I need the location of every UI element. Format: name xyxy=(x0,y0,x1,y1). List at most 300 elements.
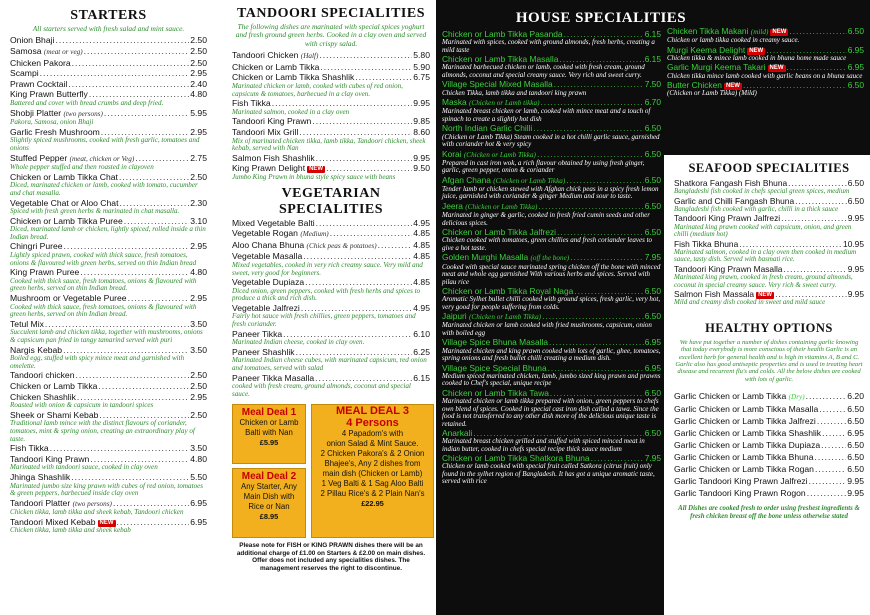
menu-item-name: Nargis Kebab xyxy=(10,344,63,355)
menu-item-price: 6.50 xyxy=(644,311,661,322)
menu-item-name: Golden Murghi Masalla xyxy=(442,252,529,263)
dot-leader xyxy=(814,452,846,463)
menu-item-name: Fish Tikka xyxy=(232,98,271,109)
meal-deal-2-title: Meal Deal 2 xyxy=(241,471,297,483)
menu-item-price: 6.25 xyxy=(413,346,430,357)
menu-item-name: Paneer Tikka xyxy=(232,328,283,339)
menu-item xyxy=(442,338,661,362)
meal-deal-3-line: 1 Veg Balti & 1 Sag Aloo Balti xyxy=(321,479,424,489)
menu-item xyxy=(10,47,207,58)
dot-leader xyxy=(806,391,847,402)
meal-deal-1 xyxy=(232,404,306,464)
menu-item-desc: Marinated Indian cheese cubes, with marinated capsicum, red onion and tomatoes, served with salad xyxy=(232,356,427,373)
dot-leader xyxy=(135,154,189,164)
new-badge: NEW xyxy=(769,65,784,72)
seafood-healthy-box xyxy=(664,155,870,615)
menu-item-price: 6.15 xyxy=(644,29,661,39)
menu-item-name-wrap xyxy=(674,476,808,487)
menu-item-name: Garlic Chicken or Lamb Tikka Bhuna xyxy=(674,452,814,463)
menu-item-name: Samosa xyxy=(10,46,42,56)
menu-item-price: 9.95 xyxy=(847,213,864,224)
menu-item-desc: Marinated king prawn cooked with capsicum, onion, and green chilli (medium hot) xyxy=(674,222,852,239)
menu-item-price: 6.95 xyxy=(847,428,864,439)
menu-item-price: 4.85 xyxy=(413,228,430,239)
menu-item xyxy=(10,411,207,443)
menu-item-desc: Lightly spiced prawn, cooked with thick sauce, fresh tomatoes, onions & flavoured with green herbs, served on thin Indian bread xyxy=(10,251,197,267)
menu-item-name: Tandoori King Prawn Masalla xyxy=(674,263,783,274)
menu-item-desc: Chicken Tikka, lamb tikka and tandoori king prawn xyxy=(442,88,587,97)
menu-item-name-wrap xyxy=(232,229,329,240)
seafood-list xyxy=(674,179,864,307)
menu-item-name: Village Special Mixed Masalla xyxy=(442,79,553,90)
menu-item-name: Tandoori Mixed Kebab xyxy=(10,516,96,527)
menu-item-price: 2.95 xyxy=(190,293,207,304)
menu-item xyxy=(667,27,864,45)
menu-item-name: Aloo Chana Bhuna xyxy=(232,239,305,250)
menu-item-name: Garlic Chicken or Lamb Tikka Jalfrezi xyxy=(674,416,816,427)
menu-item-name-wrap xyxy=(674,428,821,439)
menu-item-price: 5.50 xyxy=(190,471,207,482)
menu-item-price: 6.50 xyxy=(644,174,661,185)
dot-leader xyxy=(822,428,846,439)
new-badge: NEW xyxy=(758,292,773,299)
menu-item-name: Salmon Fish Shashlik xyxy=(232,152,315,163)
menu-item-name: Garlic Tandoori King Prawn Jalfrezi xyxy=(674,476,808,487)
menu-item-desc: Marinated Indian cheese, cooked in clay oven. xyxy=(232,338,365,347)
menu-item-name: Jaipuri xyxy=(442,311,467,322)
menu-item-desc: Marinated chicken or lamb tikka prepared with onion, green peppers to chefs own blend of spices. Cooked in special cast iron dish called a tawa. Since the food is not transferred to any other dish more of the delicious unique taste is retained. xyxy=(442,397,659,428)
menu-item-row xyxy=(674,488,864,499)
menu-item-price: 6.50 xyxy=(644,123,661,134)
menu-item-desc: Marinated chicken and king prawn cooked with lots of garlic, ghee, tomatoes, spring onions and fresh bullet chilli creating a medium dish. xyxy=(442,346,661,363)
menu-item-name-wrap xyxy=(10,371,75,381)
menu-item xyxy=(674,488,864,499)
menu-item-row xyxy=(674,416,864,427)
menu-item-note: (two persons) xyxy=(63,109,103,118)
menu-item-row xyxy=(674,464,864,475)
menu-item-note: (Half) xyxy=(300,52,319,61)
menu-item xyxy=(442,30,661,54)
menu-item-price: 6.50 xyxy=(644,387,661,398)
meal-deal-3-line: Bhajee's, Any 2 dishes from xyxy=(324,459,421,469)
starters-intro: All starters served with fresh salad and mint sauce. xyxy=(32,24,185,33)
meal-deal-3-title: MEAL DEAL 3 xyxy=(336,405,409,418)
menu-item-row xyxy=(232,63,430,73)
menu-item xyxy=(10,173,207,198)
menu-item-price: 2.50 xyxy=(190,409,207,420)
menu-item-name: Maska xyxy=(442,97,467,108)
dot-leader xyxy=(55,36,189,46)
menu-item xyxy=(10,371,207,381)
menu-item-name-wrap xyxy=(674,440,820,451)
menu-item xyxy=(10,444,207,454)
deals-note: Please note for FISH or KING PRAWN dishes there will be an additional charge of £1.00 on Starters & £2.00 on main dishes. Offer does not included any specialities dishes. The management reserves the right to discontinue. xyxy=(236,542,426,572)
menu-item-price: 6.50 xyxy=(644,428,661,439)
menu-item-name: Sheek or Shami Kebab xyxy=(10,409,99,420)
menu-item-row xyxy=(10,80,207,90)
healthy-footer: All Dishes are cooked fresh to order using freshest ingredients & fresh chicken breast off the bone unless otherwise stated xyxy=(678,505,860,521)
menu-item-desc: Spiced with fresh green herbs & marinated in chat masalla. xyxy=(10,207,180,216)
meal-deal-3-line: onion Salad & Mint Sauce. xyxy=(326,439,419,449)
menu-item xyxy=(10,242,207,267)
menu-item-note: (Chicken or Lamb Tikka) xyxy=(493,176,566,185)
menu-item xyxy=(10,346,207,371)
meal-deal-3 xyxy=(311,404,434,538)
menu-item xyxy=(442,253,661,286)
menu-item-row xyxy=(10,47,207,58)
menu-item xyxy=(232,374,430,399)
menu-item-desc: Bangladeshi fish cooked with garlic, chilli in a thick sauce xyxy=(674,204,839,213)
menu-item-price: 9.95 xyxy=(847,476,864,487)
menu-item-price: 2.50 xyxy=(190,57,207,68)
menu-item-price: 5.80 xyxy=(413,50,430,61)
menu-item-price: 4.85 xyxy=(413,251,430,262)
menu-item-desc: Traditional lamb mince with the distinct flavours of coriander, tomatoes, mint & spring onion, creating an extraordinary play of taste. xyxy=(10,419,195,443)
menu-item-desc: Chicken tikka & mince lamb cooked in bhuna home made sauce xyxy=(667,53,847,62)
menu-item xyxy=(674,464,864,475)
menu-item xyxy=(232,229,430,240)
menu-item-name-wrap xyxy=(232,117,311,127)
menu-item-name: Paneer Tikka Masalla xyxy=(232,372,315,383)
menu-item xyxy=(442,80,661,97)
menu-item-desc: Chicken or lamb tikka cooked in creamy sauce. xyxy=(667,36,800,45)
menu-item-price: 6.15 xyxy=(644,54,661,65)
menu-item-row xyxy=(674,428,864,439)
dot-leader xyxy=(330,229,413,239)
menu-item xyxy=(232,304,430,329)
menu-item-name: Chicken Tikka Makani xyxy=(667,26,749,36)
menu-item-price: 6.95 xyxy=(847,44,864,55)
menu-item-desc: Marinated with tandoori sauce, cooked in clay oven xyxy=(10,463,158,472)
menu-item-name-wrap xyxy=(10,36,54,46)
menu-item-desc: Chicken tikka, lamb tikka and sheek kebab xyxy=(10,526,131,535)
menu-item xyxy=(232,252,430,277)
menu-item-price: 3.50 xyxy=(190,443,207,454)
menu-item-name: Garlic Chicken or Lamb Tikka Shashlik xyxy=(674,428,822,439)
dot-leader xyxy=(821,440,846,451)
menu-item-name: Chicken or Lamb Tikka xyxy=(232,61,320,72)
menu-item-price: 2.40 xyxy=(190,78,207,89)
menu-item-name-wrap xyxy=(10,80,67,90)
menu-item-name: Village Spice Bhuna Masalla xyxy=(442,337,548,348)
menu-item-desc: Battered and cover with bread crumbs and deep fried. xyxy=(10,98,164,107)
menu-item-price: 6.75 xyxy=(413,72,430,83)
menu-item xyxy=(232,278,430,303)
menu-item-price: 6.70 xyxy=(644,97,661,108)
dot-leader xyxy=(113,499,189,509)
dot-leader xyxy=(104,109,189,119)
menu-item-desc: Cooked with thick sauce, fresh tomatoes, onions & flavoured with green herbs, served on thin Indian bread. xyxy=(10,276,197,293)
menu-item-price: 7.50 xyxy=(644,79,661,90)
house-list-right xyxy=(664,27,870,99)
menu-item-name: Chicken or Lamb Tikka Pasanda xyxy=(442,29,563,39)
dot-leader xyxy=(807,488,847,499)
menu-item-name: Salmon Fish Massala xyxy=(674,289,755,300)
menu-item-desc: Chicken or lamb cooked with special fruit called Satkora (citrus fruit) only found in the sylhet region of Bangladesh. It has got a unique aromatic taste, served with rice xyxy=(442,462,655,486)
menu-item-name: Garlic and Chilli Fangash Bhuna xyxy=(674,195,795,206)
menu-item-name-wrap xyxy=(10,382,97,392)
menu-item xyxy=(674,452,864,463)
menu-item-price: 4.95 xyxy=(413,217,430,228)
menu-item-desc: Pakora, Samosa, onion Bhaji xyxy=(10,118,94,127)
menu-item-name: Chicken Pakora xyxy=(10,57,71,68)
menu-item-name-wrap xyxy=(674,452,813,463)
menu-item-price: 6.50 xyxy=(847,440,864,451)
dot-leader xyxy=(809,476,847,487)
menu-item-desc: Marinated barbecued chicken or lamb, cooked with fresh cream, ground almonds, coconut and special creamy sauce. Very rich and sweet curry. xyxy=(442,63,645,79)
menu-item-price: 6.95 xyxy=(847,62,864,73)
menu-item-price: 2.95 xyxy=(190,68,207,79)
menu-item-price: 9.95 xyxy=(847,263,864,274)
menu-item-price: 2.50 xyxy=(190,35,207,46)
menu-item-desc: Mix of marinated chicken tikka, lamb tikka, Tandoori chicken, sheek kebab, served with Nan xyxy=(232,136,426,153)
menu-item-price: 9.95 xyxy=(847,488,864,499)
menu-item-price: 9.85 xyxy=(413,116,430,127)
menu-item-name: Chicken or Lamb Tikka Royal Naga xyxy=(442,286,574,297)
menu-item-name: Vegetable Rogan xyxy=(232,228,298,239)
menu-item-note: (mild) xyxy=(750,28,769,36)
menu-item xyxy=(442,176,661,201)
menu-item-price: 2.50 xyxy=(190,380,207,391)
menu-item-name: Chicken or Lamb Tikka Shashlik xyxy=(232,72,355,83)
menu-item-name-wrap xyxy=(232,63,319,73)
menu-item-name-wrap xyxy=(232,51,318,62)
menu-item xyxy=(674,391,864,403)
menu-item-name-wrap xyxy=(232,219,315,229)
new-badge: NEW xyxy=(749,47,764,54)
menu-item-price: 4.80 xyxy=(190,267,207,278)
menu-item xyxy=(232,73,430,98)
meal-deal-3-price: £22.95 xyxy=(361,499,384,509)
meal-deal-2-line: Rice or Nan xyxy=(248,502,290,512)
dot-leader xyxy=(537,150,644,159)
menu-item-desc: Tender lamb or chicken stewed with Afghan chick peas in a spicy fresh lemon juice, garnished with coriander & ginger Medium and sour to taste. xyxy=(442,184,659,201)
menu-item-name: King Prawn Delight xyxy=(232,163,306,174)
menu-item-name-wrap xyxy=(10,444,49,454)
menu-item-name: Shobji Platter xyxy=(10,107,62,118)
menu-item xyxy=(10,518,207,535)
menu-item-name: Vegetable Dupiaza xyxy=(232,277,305,288)
menu-item-row xyxy=(674,452,864,463)
menu-item-row xyxy=(10,69,207,79)
menu-item-name: Chicken or Lamb Tikka Jalfrezi xyxy=(442,227,557,238)
menu-item xyxy=(10,473,207,498)
menu-item xyxy=(442,150,661,175)
new-badge: NEW xyxy=(99,519,114,526)
menu-item xyxy=(674,179,864,196)
menu-item-desc: Mixed vegetables, cooked in very rich creamy sauce. Very mild and sweet, very good for beginners. xyxy=(232,260,423,277)
menu-item xyxy=(232,330,430,347)
dot-leader xyxy=(316,219,413,229)
seafood-title: SEAFOOD SPECIALITIES xyxy=(688,161,850,175)
tandoori-title: TANDOORI SPECIALITIES xyxy=(236,6,425,21)
menu-item-price: 2.50 xyxy=(190,46,207,56)
dot-leader xyxy=(819,404,846,415)
menu-item-name: Mushroom or Vegetable Puree xyxy=(10,293,127,304)
menu-item xyxy=(442,55,661,79)
menu-item xyxy=(674,214,864,238)
dot-leader xyxy=(378,241,413,251)
menu-item-name: Chicken or Lamb Tikka Puree xyxy=(10,215,123,226)
menu-item xyxy=(10,455,207,472)
menu-item-name: Murgi Keema Delight xyxy=(667,44,746,55)
menu-item xyxy=(232,219,430,229)
menu-item xyxy=(232,51,430,62)
menu-item xyxy=(10,90,207,107)
menu-item-desc: Marinated breast chicken or lamb, cooked with mince meat and a touch of spinach to create a slightly hot dish xyxy=(442,107,651,123)
menu-item-price: 6.50 xyxy=(847,26,864,36)
menu-item xyxy=(10,499,207,517)
menu-item-desc: Marinated with spices, cooked with ground almonds, fresh herbs, creating a mild taste xyxy=(442,38,655,54)
menu-item-desc: Chicken tikka, lamb tikka and sheek kebab, Tandoori chicken xyxy=(10,508,184,517)
dot-leader xyxy=(743,81,847,90)
menu-item-name: Chicken or Lamb Tikka Tawa xyxy=(442,387,549,398)
menu-item xyxy=(10,320,207,345)
menu-item-name: Tandoori chicken xyxy=(10,370,75,381)
menu-item-name: Chicken Shashlik xyxy=(10,391,76,402)
menu-item xyxy=(10,382,207,392)
house-panel xyxy=(436,0,870,615)
menu-item xyxy=(674,404,864,415)
menu-item-price: 9.95 xyxy=(413,152,430,163)
menu-item-name: Garlic Chicken or Lamb Tikka Rogan xyxy=(674,464,814,475)
menu-item-desc: (Chicken or Lamb Tikka) Steam cooked in a hot chilli garlic sauce, garnished with coriander hot & very spicy xyxy=(442,132,660,149)
menu-item-desc: Diced, marinated chicken or lamb, cooked with tomato, cucumber and chat masalla. xyxy=(10,181,198,197)
menu-item xyxy=(10,393,207,410)
menu-item-row xyxy=(674,476,864,487)
menu-item-price: 7.95 xyxy=(644,453,661,464)
menu-item-name: Anarkali xyxy=(442,428,473,439)
menu-item xyxy=(10,109,207,127)
menu-item-note: (Chicken or Lamb Tikka) xyxy=(469,313,542,322)
menu-item-price: 5.90 xyxy=(413,61,430,72)
new-badge: NEW xyxy=(725,83,740,90)
starters-panel xyxy=(0,0,213,615)
menu-item-name: Garlic Fresh Mushroom xyxy=(10,126,100,137)
menu-item-name: Afgan Chana xyxy=(442,174,491,185)
menu-item-price: 9.50 xyxy=(413,163,430,174)
menu-item-desc: Cooked with thick sauce, fresh tomatoes, onions & flavoured with green herbs, served on thin Indian bread. xyxy=(10,302,197,319)
dot-leader xyxy=(817,416,846,427)
dot-leader xyxy=(40,69,190,79)
dot-leader xyxy=(540,98,643,107)
menu-item xyxy=(10,268,207,293)
menu-item-name: Fish Tikka Bhuna xyxy=(674,238,739,249)
menu-item-name: King Prawn Butterfly xyxy=(10,89,88,100)
menu-item-name: Onion Bhaji xyxy=(10,35,55,46)
menu-item-name: Paneer Shashlik xyxy=(232,346,295,357)
menu-item xyxy=(674,416,864,427)
menu-item-price: 2.95 xyxy=(190,126,207,137)
dot-leader xyxy=(566,176,643,185)
menu-item-desc: Marinated chicken or lamb cooked with fried mushrooms, capsicum, onion with boiled egg xyxy=(442,321,652,337)
tandoori-intro: The following dishes are marinated with special spices yoghurt and fresh ground green herbs. Cooked in a clay oven and served with crispy salad. xyxy=(235,22,427,48)
menu-item-row xyxy=(232,219,430,229)
menu-item-row xyxy=(232,241,430,252)
menu-item xyxy=(674,290,864,307)
menu-item-price: 2.95 xyxy=(190,241,207,252)
menu-item-desc: cooked with fresh cream, ground almonds, coconut and special sauce. xyxy=(232,382,411,398)
menu-item-note: (off the bone) xyxy=(530,254,570,263)
menu-item-price: 4.80 xyxy=(190,453,207,464)
menu-item-note: (meat, chicken or Veg) xyxy=(69,154,135,163)
menu-item-price: 3.50 xyxy=(190,318,207,329)
menu-item-price: 6.50 xyxy=(847,404,864,415)
menu-item-name-wrap xyxy=(10,69,39,79)
menu-item xyxy=(10,36,207,46)
menu-item-name-wrap xyxy=(674,488,806,499)
menu-item-note: (Dry) xyxy=(788,393,805,402)
menu-item-name: Chicken or Lamb Tikka Shatkora Bhuna xyxy=(442,453,590,464)
menu-item-price: 6.50 xyxy=(644,200,661,211)
dot-leader xyxy=(789,27,846,36)
menu-item xyxy=(232,348,430,373)
menu-item xyxy=(674,197,864,214)
meal-deal-3-line: 2 Chicken Pakora's & 2 Onion xyxy=(320,449,425,459)
menu-item-desc: Marinated chicken or lamb, cooked with cubes of red onion, capsicum & tomatoes, barbecued in a clay oven. xyxy=(232,82,403,98)
menu-item-price: 6.50 xyxy=(644,227,661,238)
menu-item xyxy=(232,99,430,116)
menu-item-price: 4.80 xyxy=(190,89,207,100)
menu-item-price: 5.95 xyxy=(190,107,207,118)
new-badge: NEW xyxy=(772,29,787,35)
new-badge: NEW xyxy=(309,166,324,173)
menu-item-note: (Medium) xyxy=(300,230,329,239)
menu-item xyxy=(10,154,207,172)
menu-item-name: Tandoori King Prawn Jalfrezi xyxy=(674,213,781,224)
menu-item-desc: Bangladeshi fish cooked in chefs special green spices, medium xyxy=(674,187,850,196)
starters-list xyxy=(10,36,207,535)
menu-item-name: Vegetable Masalla xyxy=(232,251,303,262)
menu-item-name: Tandoori King Prawn xyxy=(10,453,90,464)
menu-item-name-wrap xyxy=(674,391,805,403)
menu-item-name: Chicken or Lamb Tikka Chat xyxy=(10,171,118,182)
menu-item-name: Chicken or Lamb Tikka xyxy=(10,380,98,391)
menu-item-desc: Marinated salmon, cooked in a clay oven xyxy=(232,107,350,116)
meal-deal-1-title: Meal Deal 1 xyxy=(241,407,297,419)
menu-item-price: 9.95 xyxy=(413,98,430,109)
vegetarian-title: VEGETARIAN SPECIALITIES xyxy=(278,185,384,217)
menu-item-price: 6.50 xyxy=(847,416,864,427)
menu-item-name: Tetul Mix xyxy=(10,318,44,329)
menu-item xyxy=(10,128,207,153)
dot-leader xyxy=(50,444,190,454)
menu-item-price: 6.50 xyxy=(847,80,864,91)
menu-item-name-wrap xyxy=(10,59,71,69)
dot-leader xyxy=(76,371,190,381)
menu-item xyxy=(442,312,661,337)
meal-deal-3-subtitle: 4 Persons xyxy=(346,416,399,429)
healthy-list xyxy=(674,391,864,499)
menu-item-name: Prawn Cocktail xyxy=(10,78,68,89)
menu-item-price: 6.50 xyxy=(644,286,661,297)
menu-item-row xyxy=(232,229,430,240)
menu-item-name: Garlic Tandoori King Prawn Rogon xyxy=(674,488,806,499)
menu-item-name: Tandoori Platter xyxy=(10,497,71,508)
menu-item xyxy=(442,202,661,227)
menu-item-desc: Marinated salmon, cooked in a clay oven then cooked in medium sauce, tasty dish. Served with basmati rice. xyxy=(674,247,857,264)
meal-deals xyxy=(232,404,430,524)
menu-item-price: 10.95 xyxy=(843,238,864,249)
menu-item-price: 7.95 xyxy=(644,252,661,263)
tandoori-list xyxy=(232,51,430,181)
menu-item-desc: Chicken cooked with tomatoes, green chillies and fresh coriander leaves to give a hot taste. xyxy=(442,236,653,252)
menu-item-price: 6.50 xyxy=(644,148,661,159)
menu-item-desc: Marinated breast chicken grilled and stuffed with spiced minced meat in indian butter, cooked in chefs special recipe thick sauce medium xyxy=(442,437,645,453)
menu-item-name: Shatkora Fangash Fish Bhuna xyxy=(674,178,788,188)
house-list-left xyxy=(436,30,664,487)
dot-leader xyxy=(815,464,846,475)
